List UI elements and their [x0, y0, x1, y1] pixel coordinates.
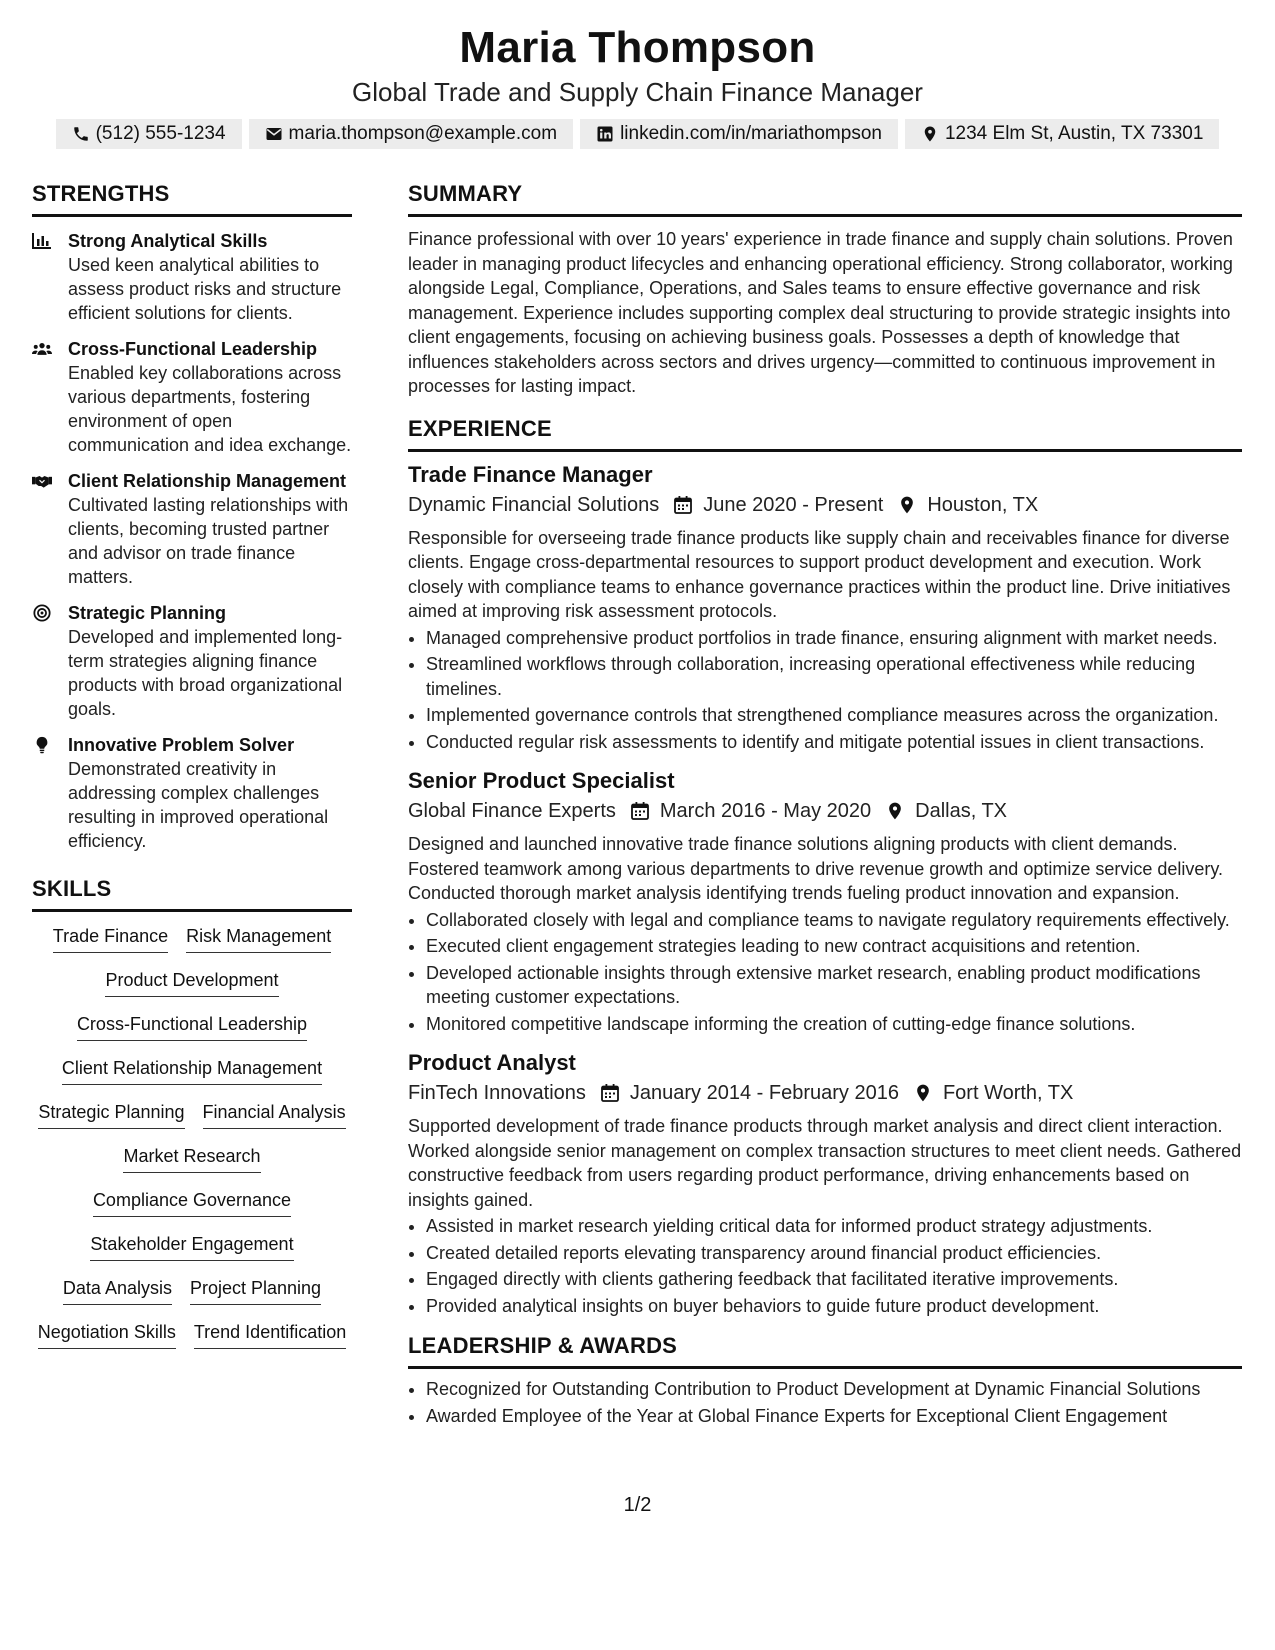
location-icon	[883, 495, 927, 515]
job-location: Fort Worth, TX	[942, 1082, 1074, 1104]
skill-tag: Compliance Governance	[93, 1188, 291, 1217]
strength-title: Strong Analytical Skills	[68, 231, 268, 251]
awards-list	[408, 1377, 1242, 1428]
summary-heading: SUMMARY	[408, 180, 1242, 217]
award-item: • Awarded Employee of the Year at Global Finance Experts for Exceptional Client Engagement	[426, 1404, 1242, 1429]
job-bullet: • Conducted regular risk assessments to identify and mitigate potential issues in client transactions.	[426, 730, 1242, 755]
handshake-icon	[32, 469, 54, 589]
skill-tag: Cross-Functional Leadership	[77, 1012, 307, 1041]
right-column	[408, 180, 1242, 1430]
strength-title: Innovative Problem Solver	[68, 735, 295, 755]
strength-desc: Demonstrated creativity in addressing complex challenges resulting in improved operational efficiency.	[68, 759, 329, 851]
location-icon	[921, 125, 939, 143]
job-dates: January 2014 - February 2016	[629, 1082, 899, 1104]
job-bullet: • Developed actionable insights through extensive market research, enabling product modifications meeting customer expectations.	[426, 961, 1242, 1010]
strength-desc: Cultivated lasting relationships with clients, becoming trusted partner and advisor on trade finance matters.	[68, 495, 349, 587]
contact-email-text: maria.thompson@example.com	[288, 123, 558, 144]
skill-tag: Trade Finance	[53, 924, 168, 953]
job-bullet: • Monitored competitive landscape informing the creation of cutting-edge finance solutions.	[426, 1012, 1242, 1037]
job-bullets	[408, 908, 1242, 1037]
strength-item	[32, 601, 352, 721]
strength-desc: Enabled key collaborations across various departments, fostering environment of open communication and idea exchange.	[68, 363, 352, 455]
job-dates: June 2020 - Present	[703, 493, 884, 516]
phone-icon	[72, 125, 90, 143]
job-bullets	[408, 1214, 1242, 1318]
candidate-title: Global Trade and Supply Chain Finance Manager	[352, 77, 923, 107]
job-meta	[408, 490, 1242, 520]
location-icon	[899, 1083, 943, 1103]
users-icon	[32, 337, 54, 457]
skills-heading: SKILLS	[32, 875, 352, 912]
job-bullet: • Executed client engagement strategies leading to new contract acquisitions and retention.	[426, 934, 1242, 959]
job-entry	[408, 460, 1242, 755]
strength-title: Strategic Planning	[68, 603, 227, 623]
job-bullets	[408, 626, 1242, 755]
skill-tag: Negotiation Skills	[38, 1320, 176, 1349]
job-entry	[408, 766, 1242, 1036]
skill-tag: Stakeholder Engagement	[90, 1232, 293, 1261]
skill-tag: Strategic Planning	[38, 1100, 184, 1129]
left-column	[32, 180, 352, 1364]
strengths-heading: STRENGTHS	[32, 180, 352, 217]
contact-address-text: 1234 Elm St, Austin, TX 73301	[944, 123, 1204, 144]
target-icon	[32, 601, 54, 721]
experience-heading: EXPERIENCE	[408, 415, 1242, 452]
contact-email[interactable]	[249, 119, 574, 149]
calendar-icon	[616, 801, 660, 821]
awards-heading: LEADERSHIP & AWARDS	[408, 1332, 1242, 1369]
strength-title: Cross-Functional Leadership	[68, 339, 318, 359]
skill-tag: Client Relationship Management	[62, 1056, 322, 1085]
skill-tag: Product Development	[105, 968, 278, 997]
job-bullet: • Assisted in market research yielding critical data for informed product strategy adjustments.	[426, 1214, 1242, 1239]
job-company: Global Finance Experts	[408, 800, 616, 822]
contact-phone-text: (512) 555-1234	[95, 123, 226, 144]
lightbulb-icon	[32, 733, 54, 853]
job-bullet: • Created detailed reports elevating transparency around financial product efficiencies.	[426, 1241, 1242, 1266]
skill-tag: Trend Identification	[194, 1320, 346, 1349]
skill-tag: Risk Management	[186, 924, 331, 953]
job-title: Product Analyst	[408, 1050, 576, 1075]
skill-tag: Financial Analysis	[203, 1100, 346, 1129]
strength-item	[32, 337, 352, 457]
resume-header	[0, 20, 1275, 149]
job-entry	[408, 1048, 1242, 1318]
job-bullet: • Streamlined workflows through collaboration, increasing operational effectiveness while reducing timelines.	[426, 652, 1242, 701]
location-icon	[871, 801, 915, 821]
skill-tag: Data Analysis	[63, 1276, 172, 1305]
strength-desc: Developed and implemented long-term strategies aligning finance products with broad organizational goals.	[68, 627, 343, 719]
contact-linkedin[interactable]	[580, 119, 898, 149]
strength-title: Client Relationship Management	[68, 471, 347, 491]
summary-text: Finance professional with over 10 years' experience in trade finance and supply chain solutions. Proven leader in managing product lifecycles and enhancing operational efficiency. Strong collaborator, working alongside Legal, Compliance, Operations, and Sales teams to ensure effective governance and risk management. Experience includes supporting complex deal structuring to provide strategic insights into client engagements, focusing on achieving business goals. Possesses a depth of knowledge that influences stakeholders across sectors and drives urgency—committed to continuous improvement in processes for lasting impact.	[408, 229, 1233, 396]
job-bullet: • Implemented governance controls that strengthened compliance measures across the organization.	[426, 703, 1242, 728]
job-bullet: • Engaged directly with clients gathering feedback that facilitated iterative improvements.	[426, 1267, 1242, 1292]
job-company: FinTech Innovations	[408, 1082, 586, 1104]
job-description: Designed and launched innovative trade finance solutions aligning products with client demands. Fostered teamwork among various departments to drive revenue growth and optimize service delivery. Conducted thorough market analysis identifying trends fueling product innovation and expansion.	[408, 834, 1224, 903]
contact-bar	[0, 119, 1275, 149]
job-bullet: • Managed comprehensive product portfolios in trade finance, ensuring alignment with market needs.	[426, 626, 1242, 651]
skill-tag: Market Research	[123, 1144, 260, 1173]
job-bullet: • Collaborated closely with legal and compliance teams to navigate regulatory requirements effectively.	[426, 908, 1242, 933]
page-number: 1/2	[623, 1494, 652, 1516]
calendar-icon	[659, 495, 703, 515]
strength-item	[32, 733, 352, 853]
contact-address	[905, 119, 1219, 149]
calendar-icon	[586, 1083, 630, 1103]
job-bullet: • Provided analytical insights on buyer behaviors to guide future product development.	[426, 1294, 1242, 1319]
strengths-list	[32, 229, 352, 853]
chart-icon	[32, 229, 54, 325]
job-title: Trade Finance Manager	[408, 461, 653, 487]
job-description: Responsible for overseeing trade finance products like supply chain and receivables finance for diverse clients. Engage cross-departmental resources to support product development and execution. Work closely with compliance teams to enhance governance practices within the product line. Drive initiatives aimed at improving risk assessment protocols.	[408, 527, 1231, 621]
job-location: Dallas, TX	[915, 800, 1008, 822]
skill-tag: Project Planning	[190, 1276, 321, 1305]
award-item: • Recognized for Outstanding Contribution to Product Development at Dynamic Financial Solutions	[426, 1377, 1242, 1402]
strength-desc: Used keen analytical abilities to assess product risks and structure efficient solutions for clients.	[68, 255, 342, 323]
job-location: Houston, TX	[927, 493, 1039, 516]
linkedin-icon	[596, 125, 614, 143]
job-meta	[408, 796, 1242, 826]
job-title: Senior Product Specialist	[408, 768, 675, 793]
skills-list	[32, 924, 352, 1364]
job-meta	[408, 1078, 1242, 1108]
contact-phone[interactable]	[56, 119, 242, 149]
strength-item	[32, 229, 352, 325]
job-description: Supported development of trade finance products through market analysis and direct client interaction. Worked alongside senior management on complex transaction structures to meet client needs. Gathered constructive feedback from users regarding product performance, driving enhancements based on insights gained.	[408, 1116, 1242, 1210]
strength-item	[32, 469, 352, 589]
candidate-name: Maria Thompson	[459, 23, 816, 72]
job-dates: March 2016 - May 2020	[659, 800, 872, 822]
contact-linkedin-text: linkedin.com/in/mariathompson	[620, 123, 882, 144]
email-icon	[265, 125, 283, 143]
job-company: Dynamic Financial Solutions	[408, 493, 660, 516]
